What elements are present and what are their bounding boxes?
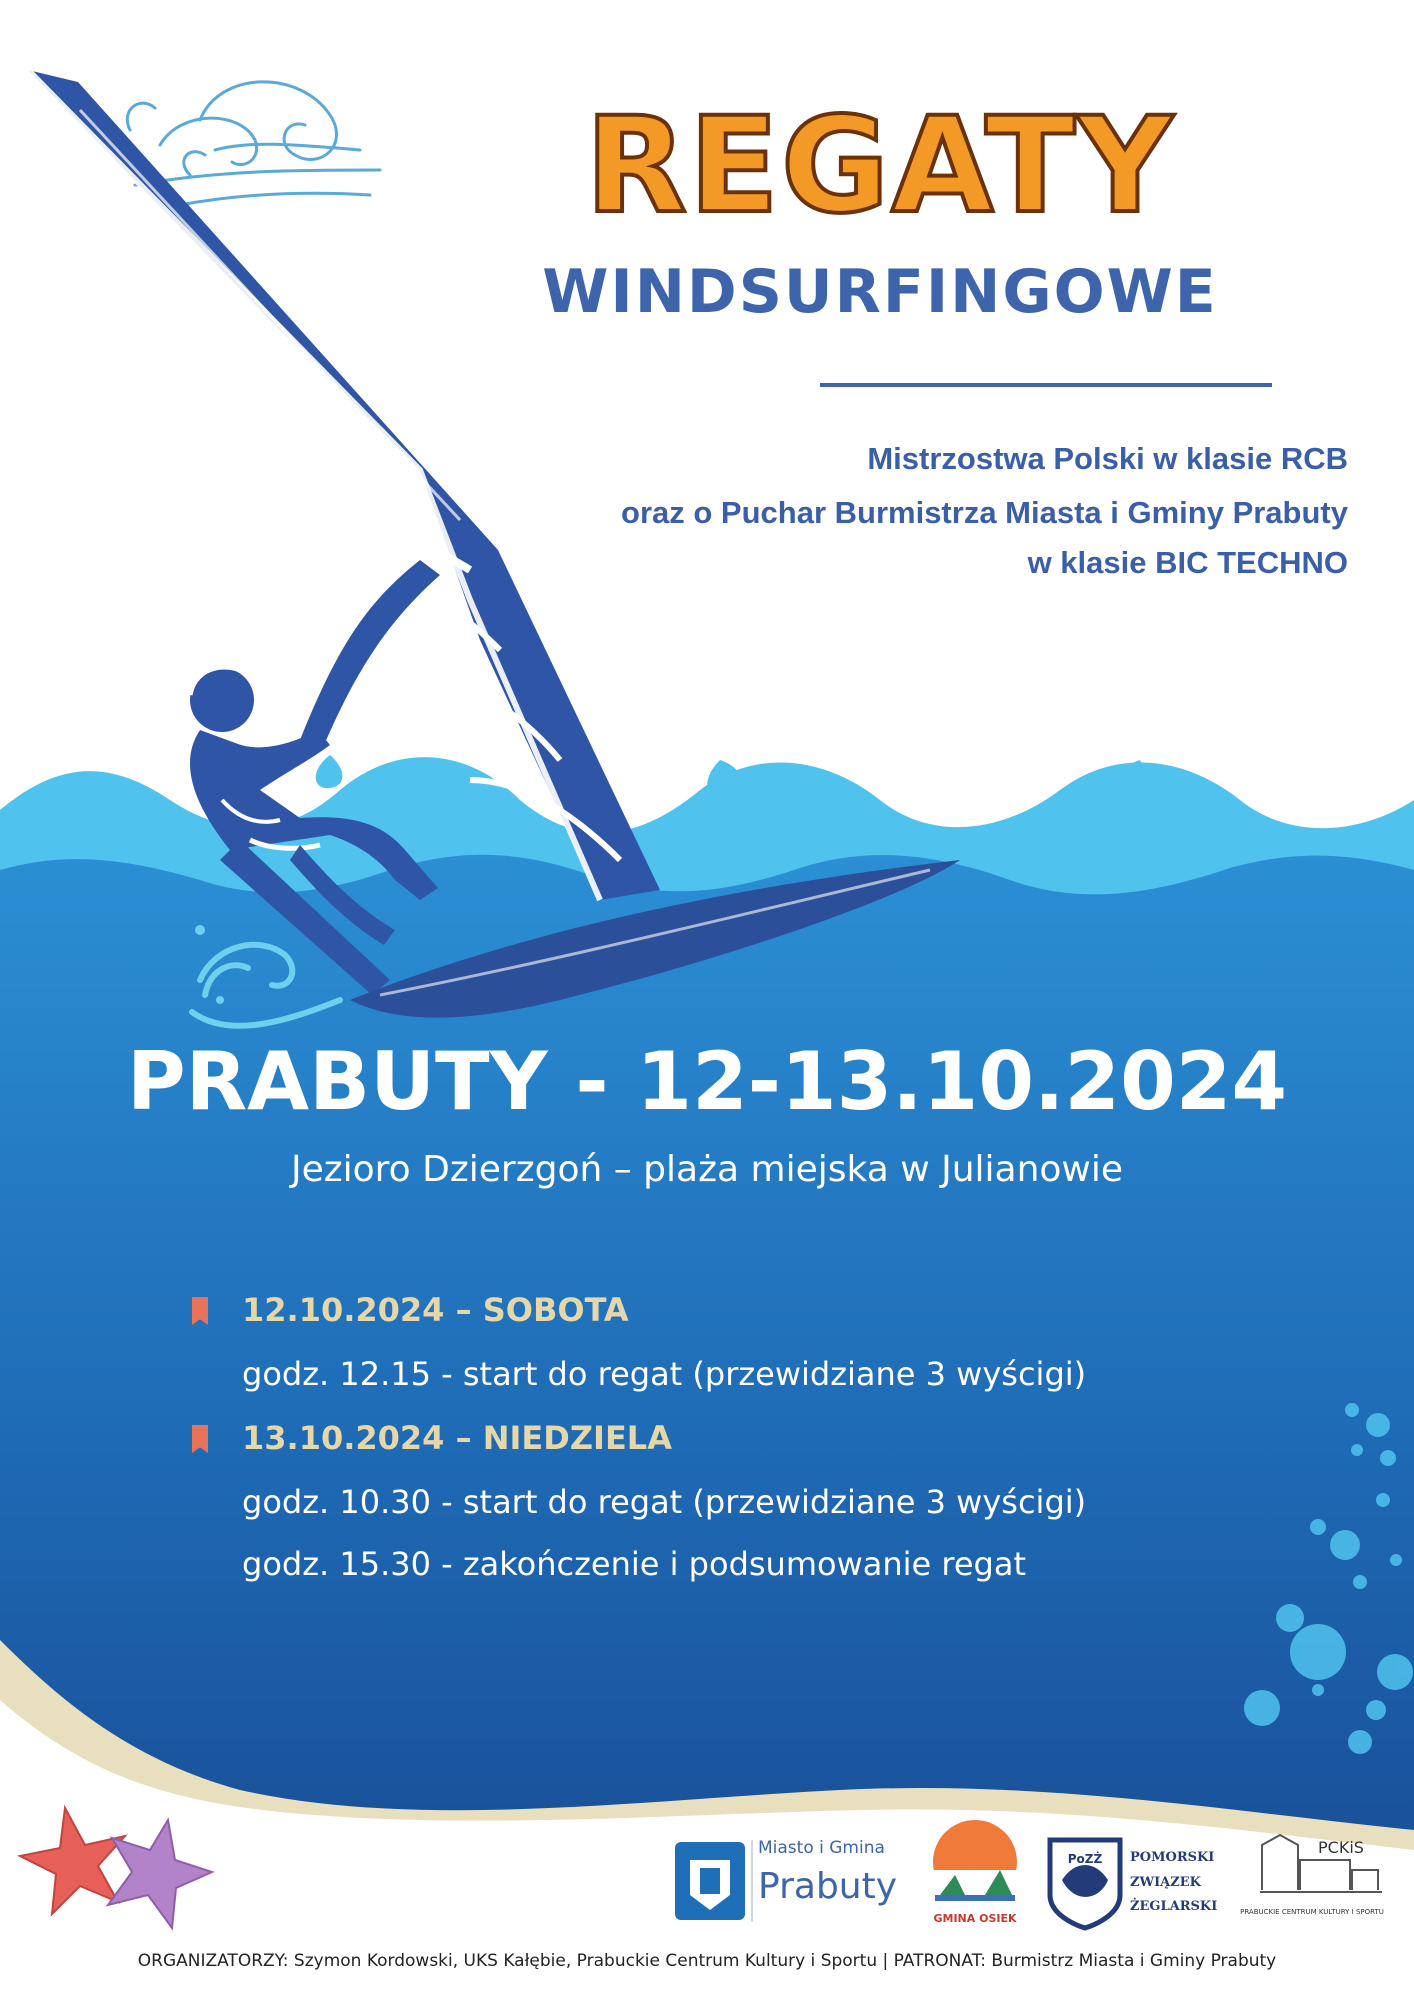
title-divider: [820, 383, 1272, 387]
pckis-logo-short: PCKiS: [1318, 1838, 1364, 1857]
event-title: REGATY: [585, 89, 1175, 243]
event-subtitle: WINDSURFINGOWE: [542, 257, 1218, 327]
description-line-3: w klasie BIC TECHNO: [1027, 545, 1348, 580]
schedule-item: godz. 15.30 - zakończenie i podsumowanie regat: [242, 1545, 1026, 1583]
footer-credits: ORGANIZATORZY: Szymon Kordowski, UKS Kałębie, Prabuckie Centrum Kultury i Sportu | PATRONAT: Burmistrz Miasta i Gminy Prabuty: [137, 1951, 1277, 1971]
pozz-line: ZWIĄZEK: [1130, 1874, 1201, 1890]
pozz-logo-text: [1130, 1846, 1217, 1920]
splash-drop: [707, 760, 741, 798]
splash-drop: [316, 755, 343, 788]
pckis-logo-full: PRABUCKIE CENTRUM KULTURY I SPORTU: [1240, 1908, 1384, 1916]
schedule-day-1: 12.10.2024 – SOBOTA: [242, 1291, 629, 1329]
gmina-osiek-logo: [933, 1820, 1017, 1910]
description-line-2: oraz o Puchar Burmistrza Miasta i Gminy Prabuty: [621, 495, 1348, 530]
schedule-day-2: 13.10.2024 – NIEDZIELA: [242, 1419, 672, 1457]
prabuty-logo-bottom: Prabuty: [758, 1866, 898, 1907]
pozz-line: ŻEGLARSKI: [1130, 1899, 1218, 1915]
schedule-item: godz. 12.15 - start do regat (przewidziane 3 wyścigi): [242, 1355, 1087, 1393]
venue: Jezioro Dzierzgoń – plaża miejska w Julianowie: [290, 1149, 1124, 1190]
prabuty-logo-top: Miasto i Gmina: [758, 1838, 885, 1858]
pozz-line: POMORSKI: [1130, 1850, 1215, 1865]
description-line-1: Mistrzostwa Polski w klasie RCB: [867, 441, 1348, 476]
pozz-badge-text: PoZŻ: [1067, 1852, 1103, 1866]
prabuty-crest-logo: [675, 1840, 752, 1922]
place-and-date: PRABUTY - 12-13.10.2024: [126, 1035, 1288, 1128]
osiek-logo-text: GMINA OSIEK: [933, 1912, 1017, 1925]
schedule-item: godz. 10.30 - start do regat (przewidziane 3 wyścigi): [242, 1483, 1087, 1521]
